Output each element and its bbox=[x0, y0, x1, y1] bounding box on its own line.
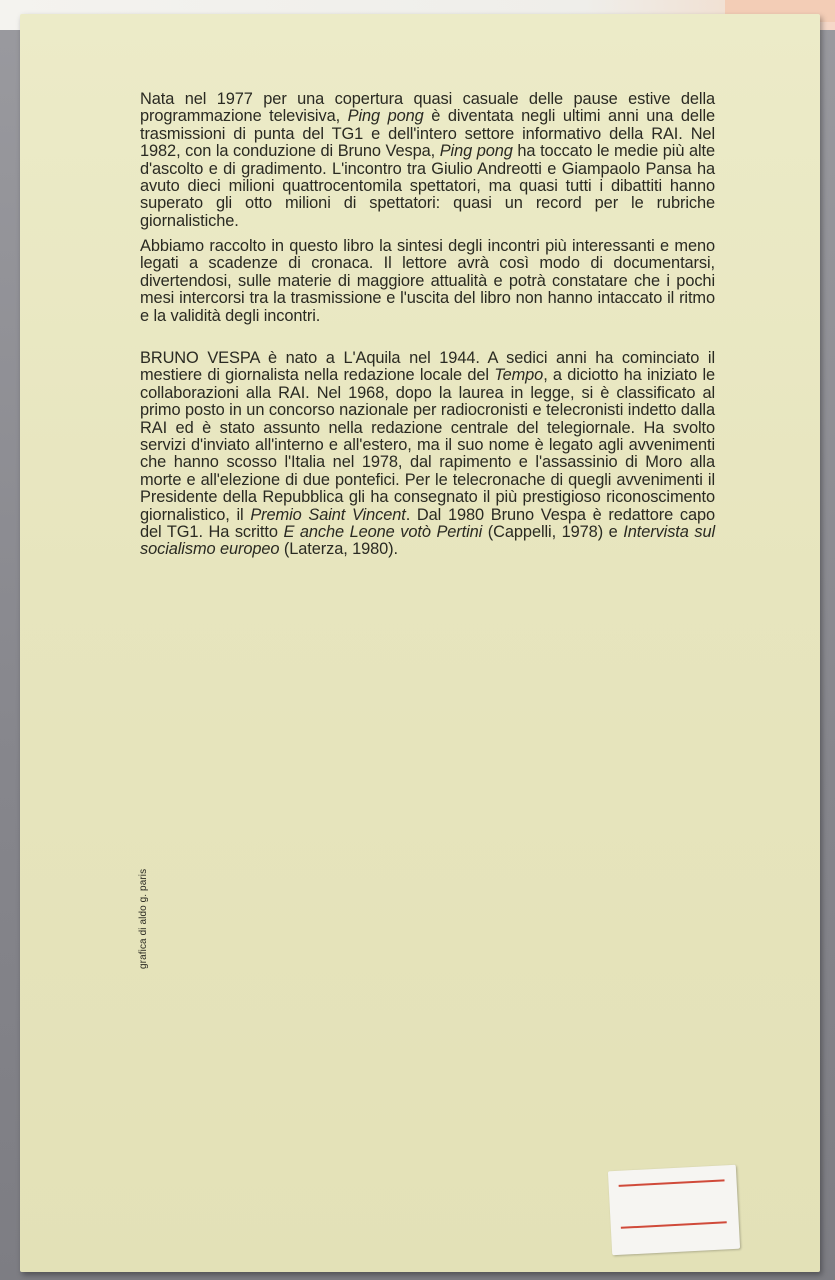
bio-title-premio: Premio Saint Vincent bbox=[250, 505, 406, 524]
bio-text-3: . Dal 1980 Bruno Vespa è redattore capo del TG1. Ha scritto bbox=[140, 505, 715, 542]
sticker-stripe-top bbox=[619, 1179, 725, 1187]
bio-text-2: , a diciotto ha iniziato le collaborazioni alla RAI. Nel 1968, dopo la laurea in legge, si è classificato al primo posto in un concorso nazionale per radiocronisti e telecronisti indetto dalla RAI ed è stato assunto nella redazione centrale del telegiornale. Ha svolto servizi d'inviato all'interno e all'estero, ma il suo nome è legato agli avvenimenti che hanno scosso l'Italia nel 1978, dal rapimento e l'assassinio di Moro alla morte e all'elezione di due pontefici. Per le telecronache di quegli avvenimenti il Presidente della Repubblica gli ha consegnato il più prestigioso riconoscimento giornalistico, il bbox=[140, 366, 715, 524]
bio-text-5: (Laterza, 1980). bbox=[279, 540, 398, 559]
design-credit: grafica di aldo g. paris bbox=[138, 868, 149, 969]
bio-title-book-1: E anche Leone votò Pertini bbox=[283, 523, 483, 542]
blurb-p1-text-3: ha toccato le medie più alte d'ascolto e di gradimento. L'incontro tra Giulio Andreotti e Giampaolo Pansa ha avuto dieci milioni quattrocentomila spettatori, ma quasi tutti i dibattiti hanno superato gli otto milioni di spettatori: quasi un record per le rubriche giornalistiche. bbox=[140, 142, 715, 230]
blurb-p1-text-2: è diventata negli ultimi anni una delle trasmissioni di punta del TG1 e dell'intero settore informativo della RAI. Nel 1982, con la conduzione di Bruno Vespa, bbox=[140, 107, 716, 161]
blurb-p1-text-1: Nata nel 1977 per una copertura quasi casuale delle pause estive della programmazione televisiva, bbox=[140, 90, 715, 126]
sticker-stripe-bottom bbox=[621, 1221, 727, 1229]
bio-title-book-2: Intervista sul socialismo europeo bbox=[140, 523, 716, 559]
blurb-p1-title-1: Ping pong bbox=[347, 107, 424, 126]
blurb-paragraph-2 bbox=[140, 238, 715, 325]
bio-text-4: (Cappelli, 1978) e bbox=[482, 523, 624, 542]
blurb-paragraph-1 bbox=[140, 91, 715, 230]
bio-text-1: BRUNO VESPA è nato a L'Aquila nel 1944. A sedici anni ha cominciato il mestiere di giornalista nella redazione locale del bbox=[140, 349, 715, 385]
author-bio bbox=[140, 350, 715, 559]
blurb-p2-text: Abbiamo raccolto in questo libro la sintesi degli incontri più interessanti e meno legati a scadenze di cronaca. Il lettore avrà così modo di documentarsi, divertendosi, sulle materie di maggiore attualità e potrà constatare che i pochi mesi intercorsi tra la trasmissione e l'uscita del libro non hanno intaccato il ritmo e la validità degli incontri. bbox=[140, 237, 715, 325]
book-back-cover bbox=[20, 14, 820, 1272]
price-sticker bbox=[608, 1165, 740, 1256]
bio-title-tempo: Tempo bbox=[494, 366, 544, 385]
blurb-p1-title-2: Ping pong bbox=[439, 142, 513, 161]
